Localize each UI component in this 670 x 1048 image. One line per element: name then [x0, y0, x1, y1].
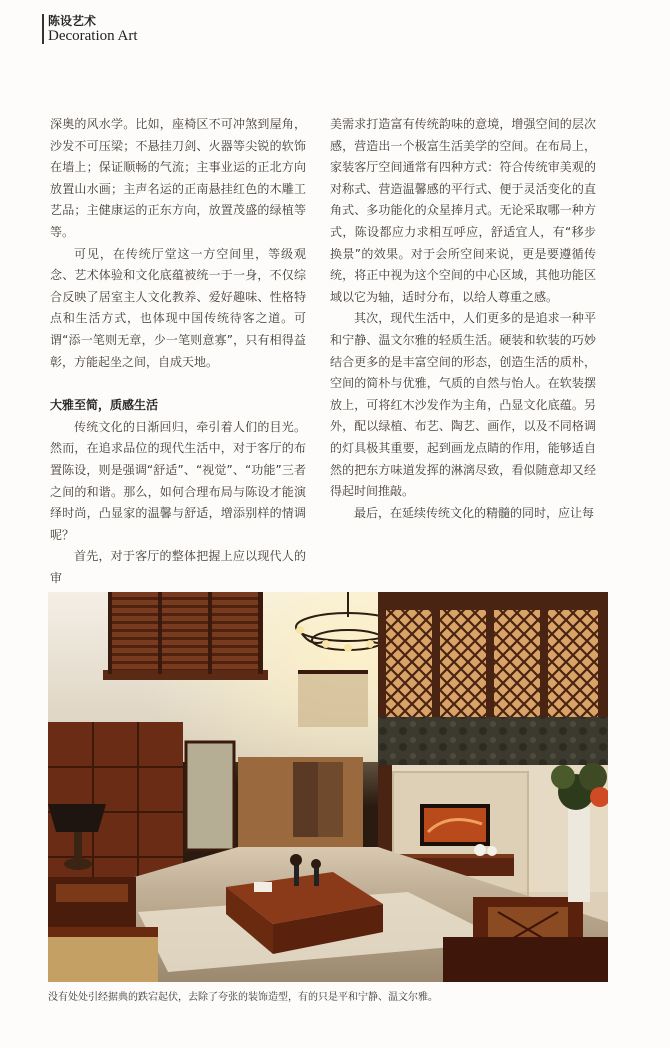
paragraph: 首先，对于客厅的整体把握上应以现代人的审 [50, 549, 306, 585]
subheading: 大雅至简，质感生活 [50, 398, 159, 413]
article-column-left [50, 114, 306, 589]
photo-caption: 没有处处引经据典的跌宕起伏，去除了夸张的装饰造型，有的只是平和宁静、温文尔雅。 [48, 992, 438, 1003]
living-room-photo [48, 592, 608, 982]
section-title-en: Decoration Art [48, 28, 138, 44]
paragraph: 传统文化的日渐回归，牵引着人们的目光。然而，在追求品位的现代生活中，对于客厅的布置陈设，则是强调“舒适”、“视觉”、“功能”三者之间的和谐。那么，如何合理布局与陈设才能演绎时尚，凸显家的温馨与舒适，增添别样的情调呢？ [50, 419, 306, 542]
paragraph: 可见，在传统厅堂这一方空间里，等级观念、艺术体验和文化底蕴被统一于一身，不仅综合反映了居室主人文化教养、爱好趣味、性格特点和生活方式，也体现中国传统待客之道。可谓“添一笔则无章，少一笔则意寡”，只有相得益彰，方能起坐之间，自成天地。 [50, 246, 306, 369]
paragraph: 其次，现代生活中，人们更多的是追求一种平和宁静、温文尔雅的轻质生活。硬装和软装的巧妙结合更多的是丰富空间的形态，创造生活的质朴，空间的简朴与优雅，气质的自然与怡人。在软装摆放上，可将红木沙发作为主角，凸显文化底蕴。另外，配以绿植、布艺、陶艺、画作，以及不同格调的灯具极其重要，起到画龙点睛的作用，能够适自然的把东方味道发挥的淋漓尽致，看似随意却又经得起时间推敲。 [330, 311, 596, 499]
header-rule [42, 14, 44, 44]
article-column-right [330, 114, 596, 524]
paragraph: 深奥的风水学。比如，座椅区不可冲煞到屋角，沙发不可压梁；不悬挂刀剑、火器等尖锐的软饰在墙上；保证顺畅的气流；主事业运的正北方向放置山水画；主声名运的正南悬挂红色的木雕工艺品；主健康运的正东方向，放置茂盛的绿植等等。 [50, 117, 306, 239]
paragraph: 最后，在延续传统文化的精髓的同时，应让每 [354, 505, 595, 520]
paragraph: 美需求打造富有传统韵味的意境，增强空间的层次感，营造出一个极富生活美学的空间。在布局上，家装客厅空间通常有四种方式：符合传统审美观的对称式、营造温馨感的平行式、便于灵活变化的直角式、多功能化的众星捧月式。无论采取哪一种方式，陈设都应力求相互呼应，舒适宜人，有“移步换景”的效果。对于会所空间来说，更是要遵循传统，将正中视为这个空间的中心区域，其他功能区域以它为轴，适时分布，以给人尊重之感。 [330, 117, 596, 304]
section-title-cn: 陈设艺术 [48, 14, 97, 28]
